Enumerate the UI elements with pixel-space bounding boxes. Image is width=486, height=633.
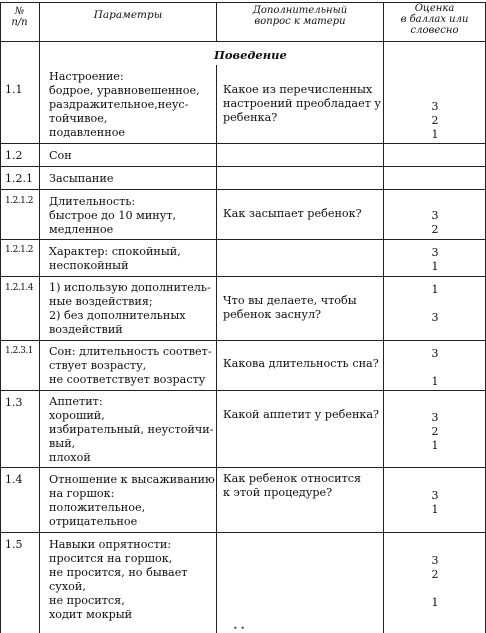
parameter-cell: Настроение: бодрое, уравновешенное, раздражительное,неус- тойчивое, подавленное	[49, 70, 200, 139]
question-cell: Как ребенок относится к этой процедуре?	[223, 472, 362, 499]
section-title: Поведение	[214, 48, 287, 62]
parameter-cell: Отношение к высаживанию на горшок: положительное, отрицательное	[49, 473, 215, 528]
score-value: 1	[431, 128, 439, 141]
row-number: 1.1	[5, 83, 23, 96]
parameter-cell: Характер: спокойный, неспокойный	[49, 245, 181, 272]
score-value: 1	[431, 596, 439, 609]
row-number: 1.5	[5, 538, 23, 551]
header-parameters: Параметры	[93, 9, 163, 21]
row-rule	[0, 390, 486, 391]
column-rule	[0, 2, 1, 633]
parameter-cell: 1) использую дополнитель- ные воздействия; 2) без дополнительных воздействий	[49, 281, 211, 336]
question-cell: Какое из перечисленных настроений преобладает у ребенка?	[223, 83, 382, 124]
score-value: 3	[431, 554, 439, 567]
score-value: 3	[431, 489, 439, 502]
score-value: 3	[431, 411, 439, 424]
score-value: 2	[431, 223, 439, 236]
header-question: Дополнительный вопрос к матери	[252, 5, 348, 27]
header-number: № п/п	[11, 6, 28, 28]
row-rule	[0, 467, 486, 468]
score-value: 3	[431, 246, 439, 259]
score-value: 1	[431, 503, 439, 516]
row-number: 1.2.3.1	[5, 346, 33, 356]
row-rule	[0, 276, 486, 277]
score-value: 3	[431, 100, 439, 113]
score-value: 2	[431, 568, 439, 581]
parameter-cell: Сон: длительность соответ- ствует возрасту, не соответствует возрасту	[49, 345, 212, 386]
row-rule	[0, 239, 486, 240]
score-value: 1	[431, 260, 439, 273]
row-rule	[0, 340, 486, 341]
parameter-cell: Сон	[49, 149, 72, 162]
question-cell: Какой аппетит у ребенка?	[223, 408, 380, 421]
score-value: 1	[431, 283, 439, 296]
row-rule	[0, 189, 486, 190]
score-value: 1	[431, 375, 439, 388]
row-number: 1.2.1.2	[5, 245, 33, 255]
scan-artifact: • •	[233, 624, 245, 633]
row-number: 1.2.1.2	[5, 196, 33, 206]
score-value: 2	[431, 425, 439, 438]
row-rule	[0, 166, 486, 167]
row-number: 1.2.1	[5, 172, 33, 185]
row-number: 1.2.1.4	[5, 283, 33, 293]
row-number: 1.4	[5, 473, 23, 486]
row-rule	[0, 532, 486, 533]
column-rule	[216, 65, 217, 633]
header-score: Оценка в баллах или словесно	[400, 3, 469, 36]
question-cell: Какова длительность сна?	[223, 357, 379, 370]
question-cell: Как засыпает ребенок?	[223, 207, 362, 220]
row-number: 1.2	[5, 149, 23, 162]
score-value: 1	[431, 439, 439, 452]
row-number: 1.3	[5, 396, 23, 409]
score-value: 3	[431, 347, 439, 360]
score-value: 2	[431, 114, 439, 127]
row-rule	[0, 143, 486, 144]
score-value: 3	[431, 209, 439, 222]
score-value: 3	[431, 311, 439, 324]
parameter-cell: Аппетит: хороший, избирательный, неустойчи- вый, плохой	[49, 395, 214, 464]
column-rule	[383, 2, 384, 633]
question-cell: Что вы делаете, чтобы ребенок заснул?	[223, 294, 357, 321]
parameter-cell: Длительность: быстрое до 10 минут, медленное	[49, 195, 177, 236]
parameter-cell: Засыпание	[49, 172, 114, 185]
header-bottom-rule	[0, 41, 486, 42]
column-rule	[39, 2, 40, 633]
parameter-cell: Навыки опрятности: просится на горшок, не просится, но бывает сухой, не просится, ходит мокрый	[49, 538, 188, 621]
